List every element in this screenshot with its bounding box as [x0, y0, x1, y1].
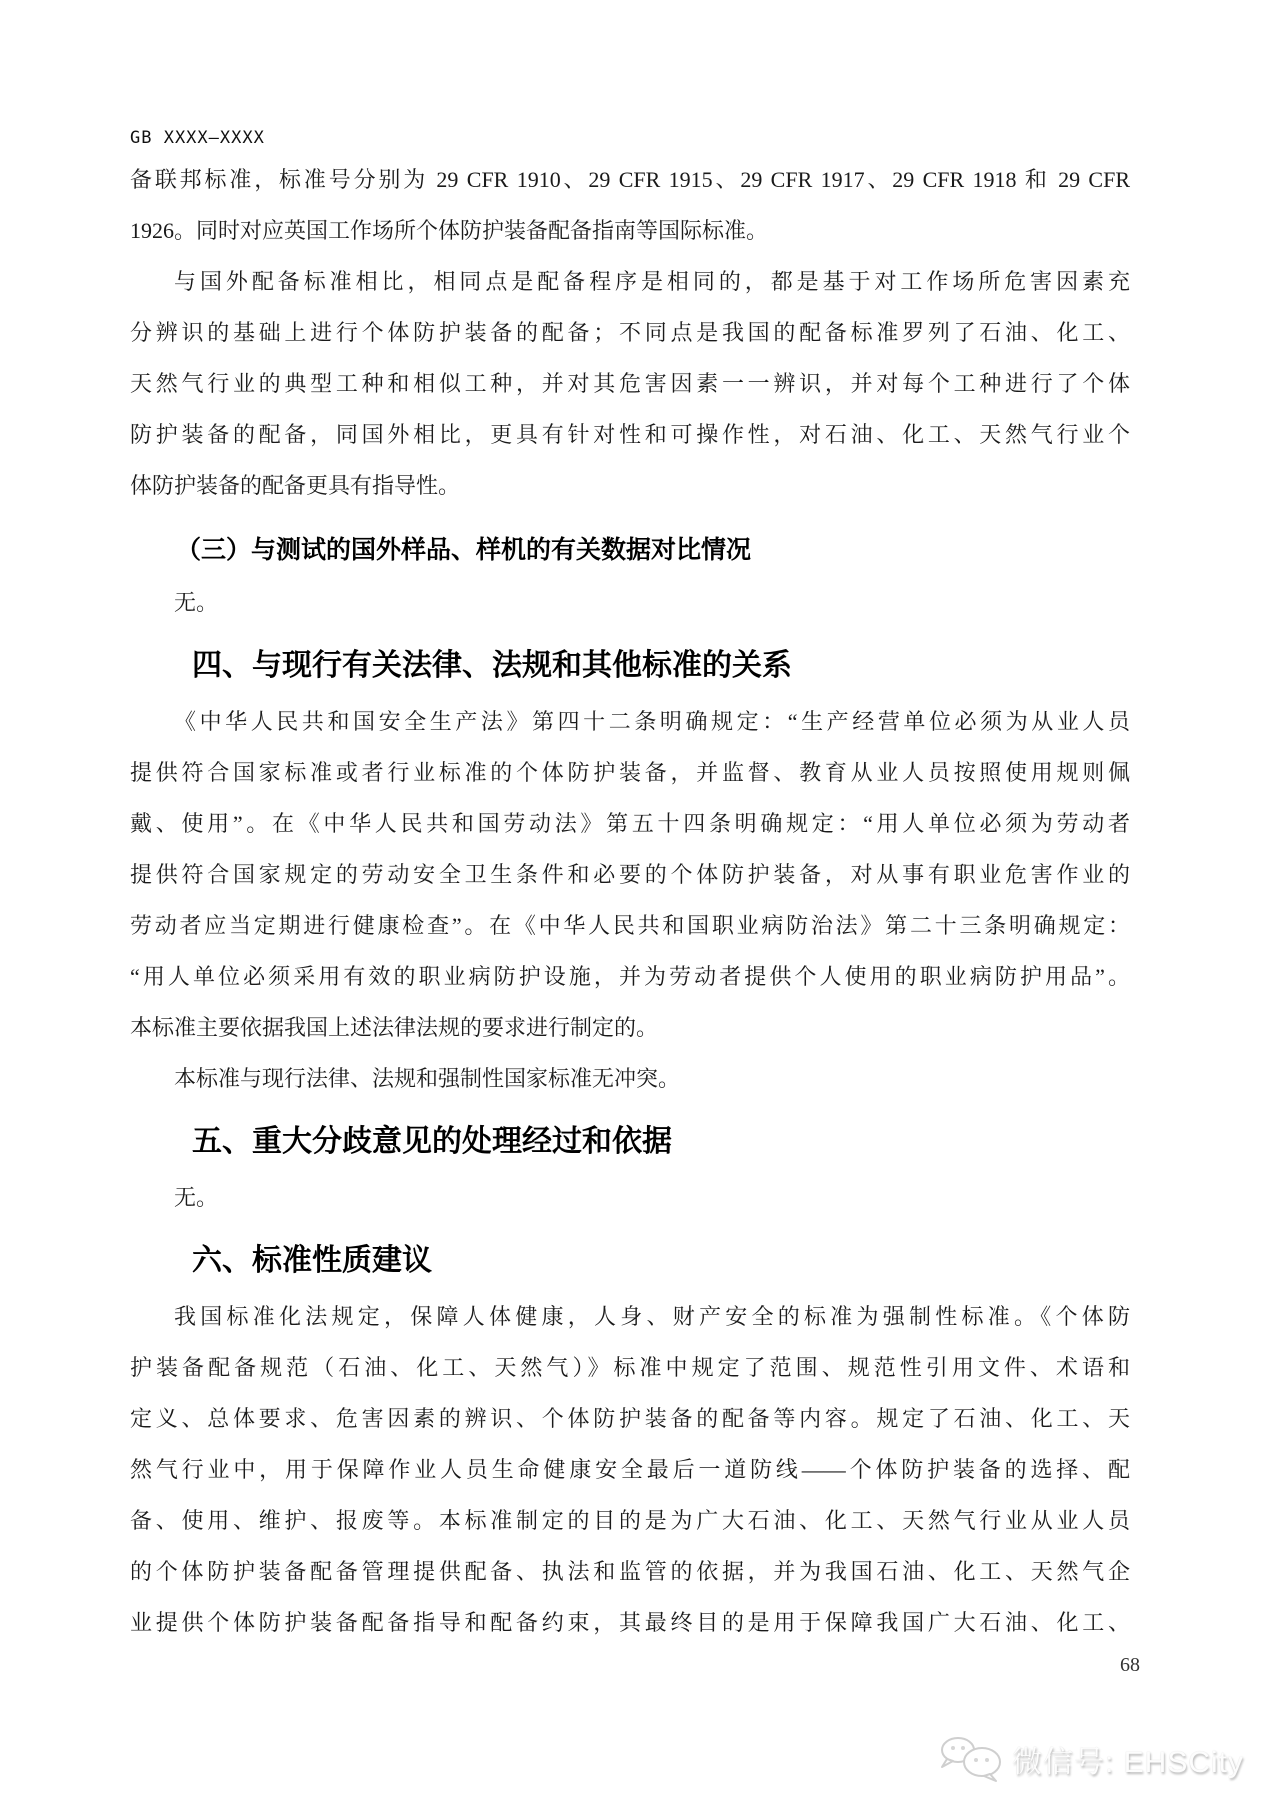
- document-lines: [130, 154, 1130, 1648]
- text-line: 然气行业中，用于保障作业人员生命健康安全最后一道防线——个体防护装备的选择、配: [130, 1457, 1130, 1482]
- document-header: GB XXXX—XXXX: [130, 128, 265, 148]
- wechat-icon: [938, 1736, 1006, 1782]
- text-line: 备、使用、维护、报废等。本标准制定的目的是为广大石油、化工、天然气行业从业人员: [130, 1508, 1130, 1533]
- text-line: 我国标准化法规定，保障人体健康，人身、财产安全的标准为强制性标准。《个体防: [174, 1304, 1130, 1329]
- text-line: 备联邦标准，标准号分别为 29 CFR 1910、29 CFR 1915、29 CFR 1917、29 CFR 1918 和 29 CFR: [130, 167, 1130, 192]
- text-line: 天然气行业的典型工种和相似工种，并对其危害因素一一辨识，并对每个工种进行了个体: [130, 371, 1130, 396]
- text-line: 与国外配备标准相比，相同点是配备程序是相同的，都是基于对工作场所危害因素充: [174, 269, 1130, 294]
- text-line: “用人单位必须采用有效的职业病防护设施，并为劳动者提供个人使用的职业病防护用品”。: [130, 964, 1130, 989]
- text-line: 定义、总体要求、危害因素的辨识、个体防护装备的配备等内容。规定了石油、化工、天: [130, 1406, 1130, 1431]
- text-line: 无。: [174, 590, 219, 615]
- page-number: 68: [1120, 1654, 1140, 1676]
- text-line: 提供符合国家标准或者行业标准的个体防护装备，并监督、教育从业人员按照使用规则佩: [130, 760, 1130, 785]
- text-line: 1926。同时对应英国工作场所个体防护装备配备指南等国际标准。: [130, 218, 769, 243]
- watermark: [938, 1736, 1244, 1782]
- text-line: 劳动者应当定期进行健康检查”。在《中华人民共和国职业病防治法》第二十三条明确规定：: [130, 913, 1130, 938]
- text-line: 本标准主要依据我国上述法律法规的要求进行制定的。: [130, 1015, 659, 1040]
- text-line: 戴、使用”。在《中华人民共和国劳动法》第五十四条明确规定：“用人单位必须为劳动者: [130, 811, 1130, 836]
- text-line: 护装备配备规范（石油、化工、天然气）》标准中规定了范围、规范性引用文件、术语和: [130, 1355, 1130, 1380]
- text-line: 的个体防护装备配备管理提供配备、执法和监管的依据，并为我国石油、化工、天然气企: [130, 1559, 1130, 1584]
- watermark-text: 微信号: EHSCity: [1012, 1746, 1245, 1779]
- text-line: 分辨识的基础上进行个体防护装备的配备；不同点是我国的配备标准罗列了石油、化工、: [130, 320, 1130, 345]
- section-heading: 六、标准性质建议: [192, 1244, 432, 1277]
- text-line: 无。: [174, 1185, 219, 1210]
- text-line: 提供符合国家规定的劳动安全卫生条件和必要的个体防护装备，对从事有职业危害作业的: [130, 862, 1130, 887]
- text-line: 本标准与现行法律、法规和强制性国家标准无冲突。: [174, 1066, 681, 1091]
- text-line: 防护装备的配备，同国外相比，更具有针对性和可操作性，对石油、化工、天然气行业个: [130, 422, 1130, 447]
- text-line: 业提供个体防护装备配备指导和配备约束，其最终目的是用于保障我国广大石油、化工、: [130, 1610, 1130, 1635]
- document-content: [130, 122, 1140, 1678]
- section-heading: （三）与测试的国外样品、样机的有关数据对比情况: [176, 536, 752, 564]
- text-line: 《中华人民共和国安全生产法》第四十二条明确规定：“生产经营单位必须为从业人员: [174, 709, 1130, 734]
- text-line: 体防护装备的配备更具有指导性。: [130, 473, 461, 498]
- section-heading: 四、与现行有关法律、法规和其他标准的关系: [192, 649, 792, 682]
- section-heading: 五、重大分歧意见的处理经过和依据: [192, 1125, 672, 1158]
